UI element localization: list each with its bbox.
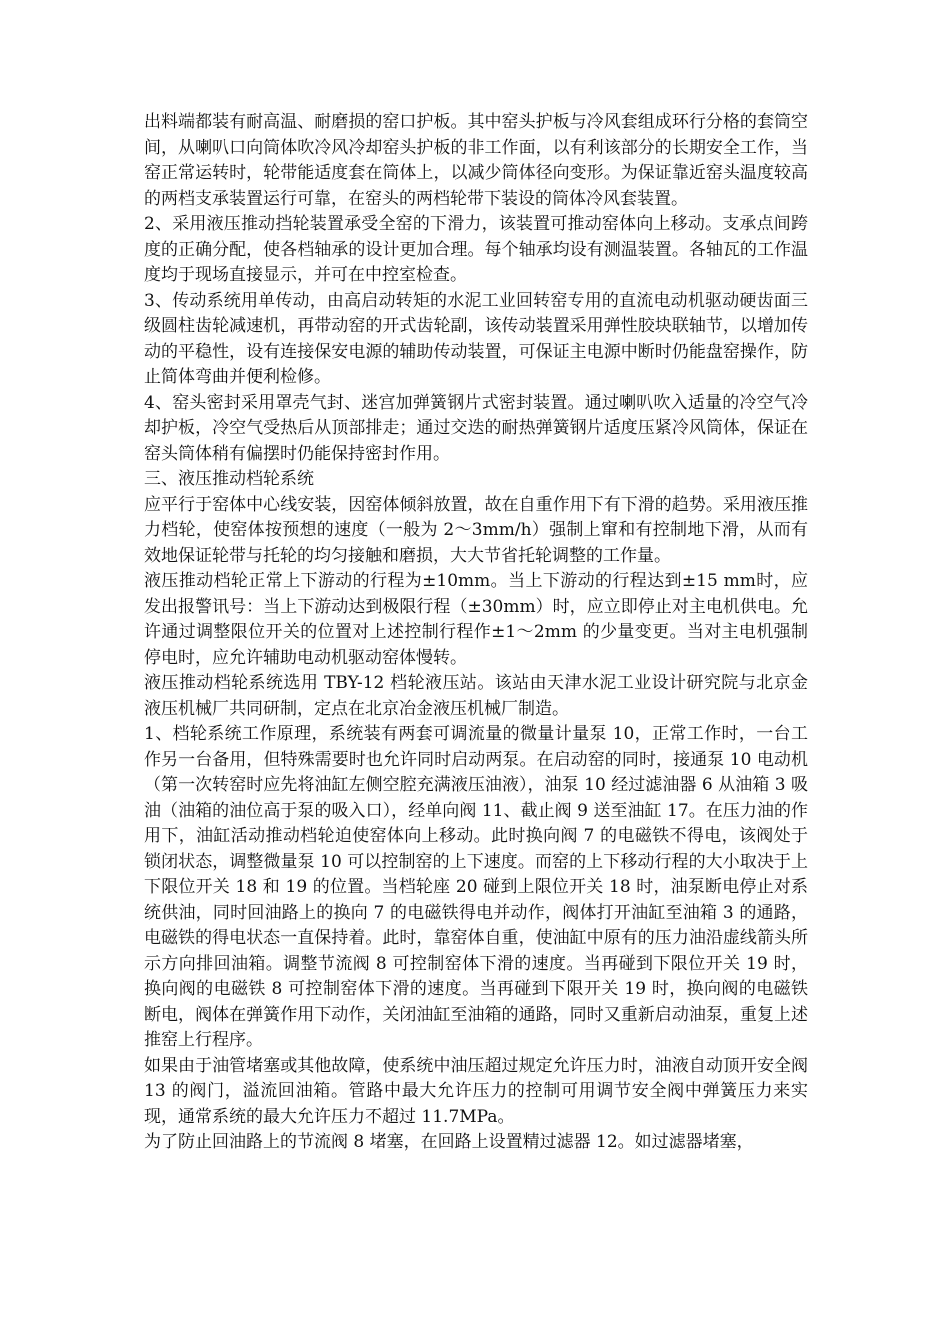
paragraph-fine-filter: 为了防止回油路上的节流阀 8 堵塞，在回路上设置精过滤器 12。如过滤器堵塞， [144, 1132, 754, 1152]
document-body [144, 110, 808, 1156]
paragraph-kiln-hood-plates: 出料端都装有耐高温、耐磨损的窑口护板。其中窑头护板与冷风套组成环行分格的套筒空间，从喇叭口向筒体吹冷风冷却窑头护板的非工作面，以有利该部分的长期安全工作，当窑正常运转时，轮带能适度套在筒体上，以减少筒体径向变形。为保证靠近窑头温度较高的两档支承装置运行可靠，在窑头的两档轮带下装设的筒体冷风套装置。 [144, 112, 808, 209]
paragraph-kiln-head-seal: 4、窑头密封采用罩壳气封、迷宫加弹簧钢片式密封装置。通过喇叭吹入适量的冷空气冷却护板，冷空气受热后从顶部排走；通过交迭的耐热弹簧钢片适度压紧冷风筒体，保证在窑头筒体稍有偏摆时仍能保持密封作用。 [144, 392, 808, 464]
paragraph-hydraulic-thrust-roller: 2、采用液压推动挡轮装置承受全窑的下滑力，该装置可推动窑体向上移动。支承点间跨度的正确分配，使各档轴承的设计更加合理。每个轴承均设有测温装置。各轴瓦的工作温度均于现场直接显示，并可在中控室检查。 [144, 214, 808, 285]
paragraph-installation: 应平行于窑体中心线安装，因窑体倾斜放置，故在自重作用下有下滑的趋势。采用液压推力档轮，使窑体按预想的速度（一般为 2～3mm/h）强制上窜和有控制地下滑，从而有效地保证轮带与托轮的均匀接触和磨损，大大节省托轮调整的工作量。 [144, 494, 808, 566]
paragraph-working-principle: 1、档轮系统工作原理，系统装有两套可调流量的微量计量泵 10，正常工作时，一台工作另一台备用，但特殊需要时也允许同时启动两泵。在启动窑的同时，接通泵 10 电动机（第一次转窑时应先将油缸左侧空腔充满液压油液），油泵 10 经过滤油器 6 从油箱 3 吸油（油箱的油位高于泵的吸入口），经单向阀 11、截止阀 9 送至油缸 17。在压力油的作用下，油缸活动推动档轮迫使窑体向上移动。此时换向阀 7 的电磁铁不得电，该阀处于锁闭状态，调整微量泵 10 可以控制窑的上下速度。而窑的上下移动行程的大小取决于上下限位开关 18 和 19 的位置。当档轮座 20 碰到上限位开关 18 时，油泵断电停止对系统供油，同时回油路上的换向 7 的电磁铁得电并动作，阀体打开油缸至油箱 3 的通路，电磁铁的得电状态一直保持着。此时，靠窑体自重，使油缸中原有的压力油沿虚线箭头所示方向排回油箱。调整节流阀 8 可控制窑体下滑的速度。当再碰到下限位开关 19 时，换向阀的电磁铁 8 可控制窑体下滑的速度。当再碰到下限开关 19 时，换向阀的电磁铁断电，阀体在弹簧作用下动作，关闭油缸至油箱的通路，同时又重新启动油泵，重复上述推窑上行程序。 [144, 724, 808, 1050]
paragraph-hydraulic-station: 液压推动档轮系统选用 TBY-12 档轮液压站。该站由天津水泥工业设计研究院与北京金液压机械厂共同研制，定点在北京冶金液压机械厂制造。 [144, 673, 808, 719]
paragraph-drive-system: 3、传动系统用单传动，由高启动转矩的水泥工业回转窑专用的直流电动机驱动硬齿面三级圆柱齿轮减速机，再带动窑的开式齿轮副，该传动装置采用弹性胶块联轴节，以增加传动的平稳性，设有连接保安电源的辅助传动装置，可保证主电源中断时仍能盘窑操作，防止简体弯曲并便利检修。 [144, 290, 808, 387]
section-heading-hydraulic-system: 三、液压推动档轮系统 [144, 469, 314, 489]
paragraph-travel-limits: 液压推动档轮正常上下游动的行程为±10mm。当上下游动的行程达到±15 mm时，应发出报警讯号：当上下游动达到极限行程（±30mm）时，应立即停止对主电机供电。允许通过调整限位开关的位置对上述控制行程作±1～2mm 的少量变更。当对主电机强制停电时，应允许辅助电动机驱动窑体慢转。 [144, 571, 808, 668]
paragraph-safety-valve: 如果由于油管堵塞或其他故障，使系统中油压超过规定允许压力时，油液自动顶开安全阀 13 的阀门，溢流回油箱。管路中最大允许压力的控制可用调节安全阀中弹簧压力来实现，通常系统的最大允许压力不超过 11.7MPa。 [144, 1055, 808, 1127]
